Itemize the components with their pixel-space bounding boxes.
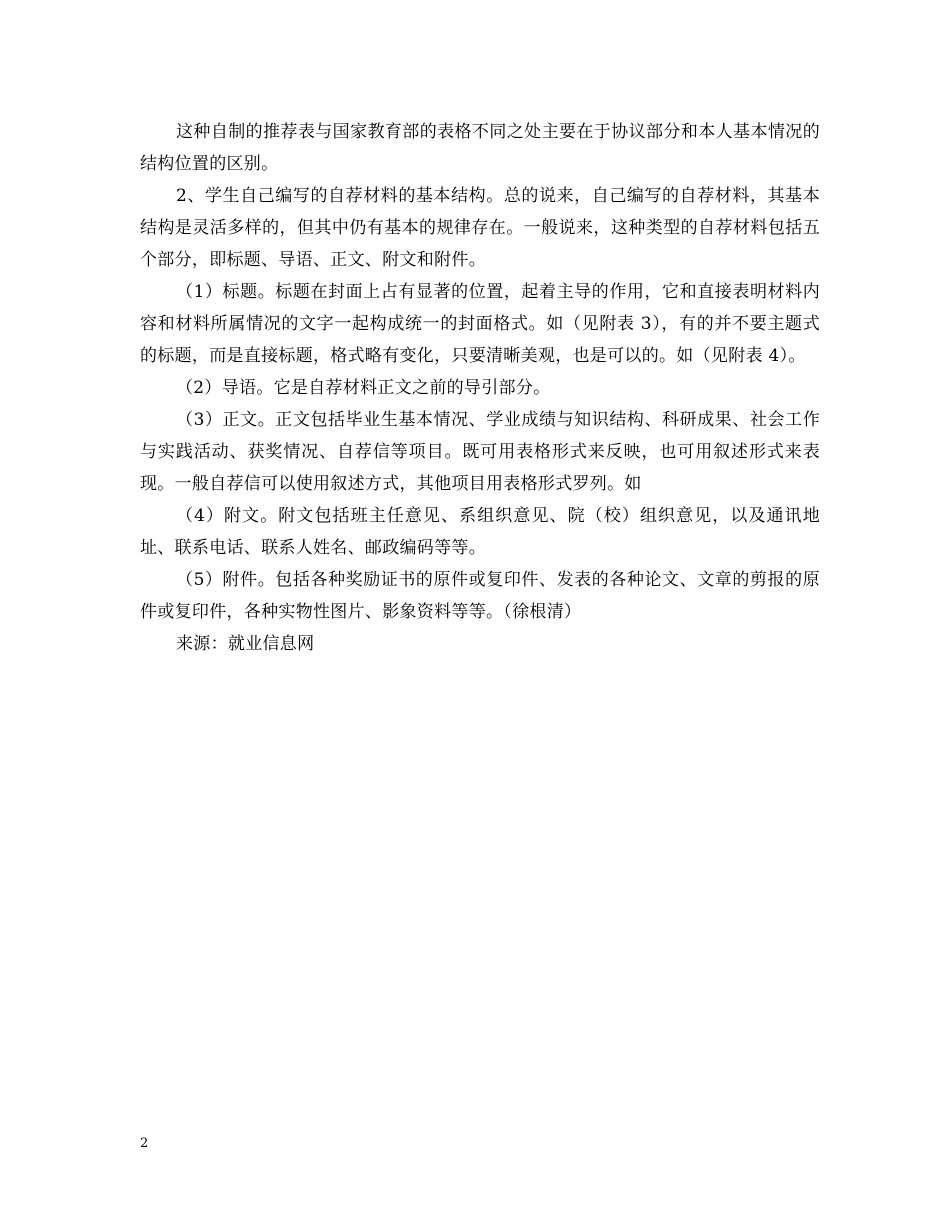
- paragraph-main-text-section: （3）正文。正文包括毕业生基本情况、学业成绩与知识结构、科研成果、社会工作与实践活动、获奖情况、自荐信等项目。既可用表格形式来反映，也可用叙述形式来表现。一般自荐信可以使用叙述方式，其他项目用表格形式罗列。如: [140, 410, 820, 494]
- document-body: [140, 116, 820, 660]
- paragraph-recommendation-form-difference: 这种自制的推荐表与国家教育部的表格不同之处主要在于协议部分和本人基本情况的结构位置的区别。: [140, 122, 820, 174]
- paragraph-title-section: （1）标题。标题在封面上占有显著的位置，起着主导的作用，它和直接表明材料内容和材料所属情况的文字一起构成统一的封面格式。如（见附表 3），有的并不要主题式的标题，而是直接标题，格式略有变化，只要清晰美观，也是可以的。如（见附表 4）。: [140, 282, 820, 366]
- paragraph-self-written-structure: 2、学生自己编写的自荐材料的基本结构。总的说来，自己编写的自荐材料，其基本结构是灵活多样的，但其中仍有基本的规律存在。一般说来，这种类型的自荐材料包括五个部分，即标题、导语、正文、附文和附件。: [140, 186, 820, 270]
- paragraph-introduction-section: （2）导语。它是自荐材料正文之前的导引部分。: [176, 378, 551, 398]
- paragraph-source: 来源：就业信息网: [176, 634, 315, 654]
- paragraph-appendix-text-section: （4）附文。附文包括班主任意见、系组织意见、院（校）组织意见，以及通讯地址、联系电话、联系人姓名、邮政编码等等。: [140, 506, 820, 558]
- paragraph-attachments-section: （5）附件。包括各种奖励证书的原件或复印件、发表的各种论文、文章的剪报的原件或复印件，各种实物性图片、影象资料等等。（徐根清）: [140, 570, 820, 622]
- page-number: 2: [140, 1136, 149, 1151]
